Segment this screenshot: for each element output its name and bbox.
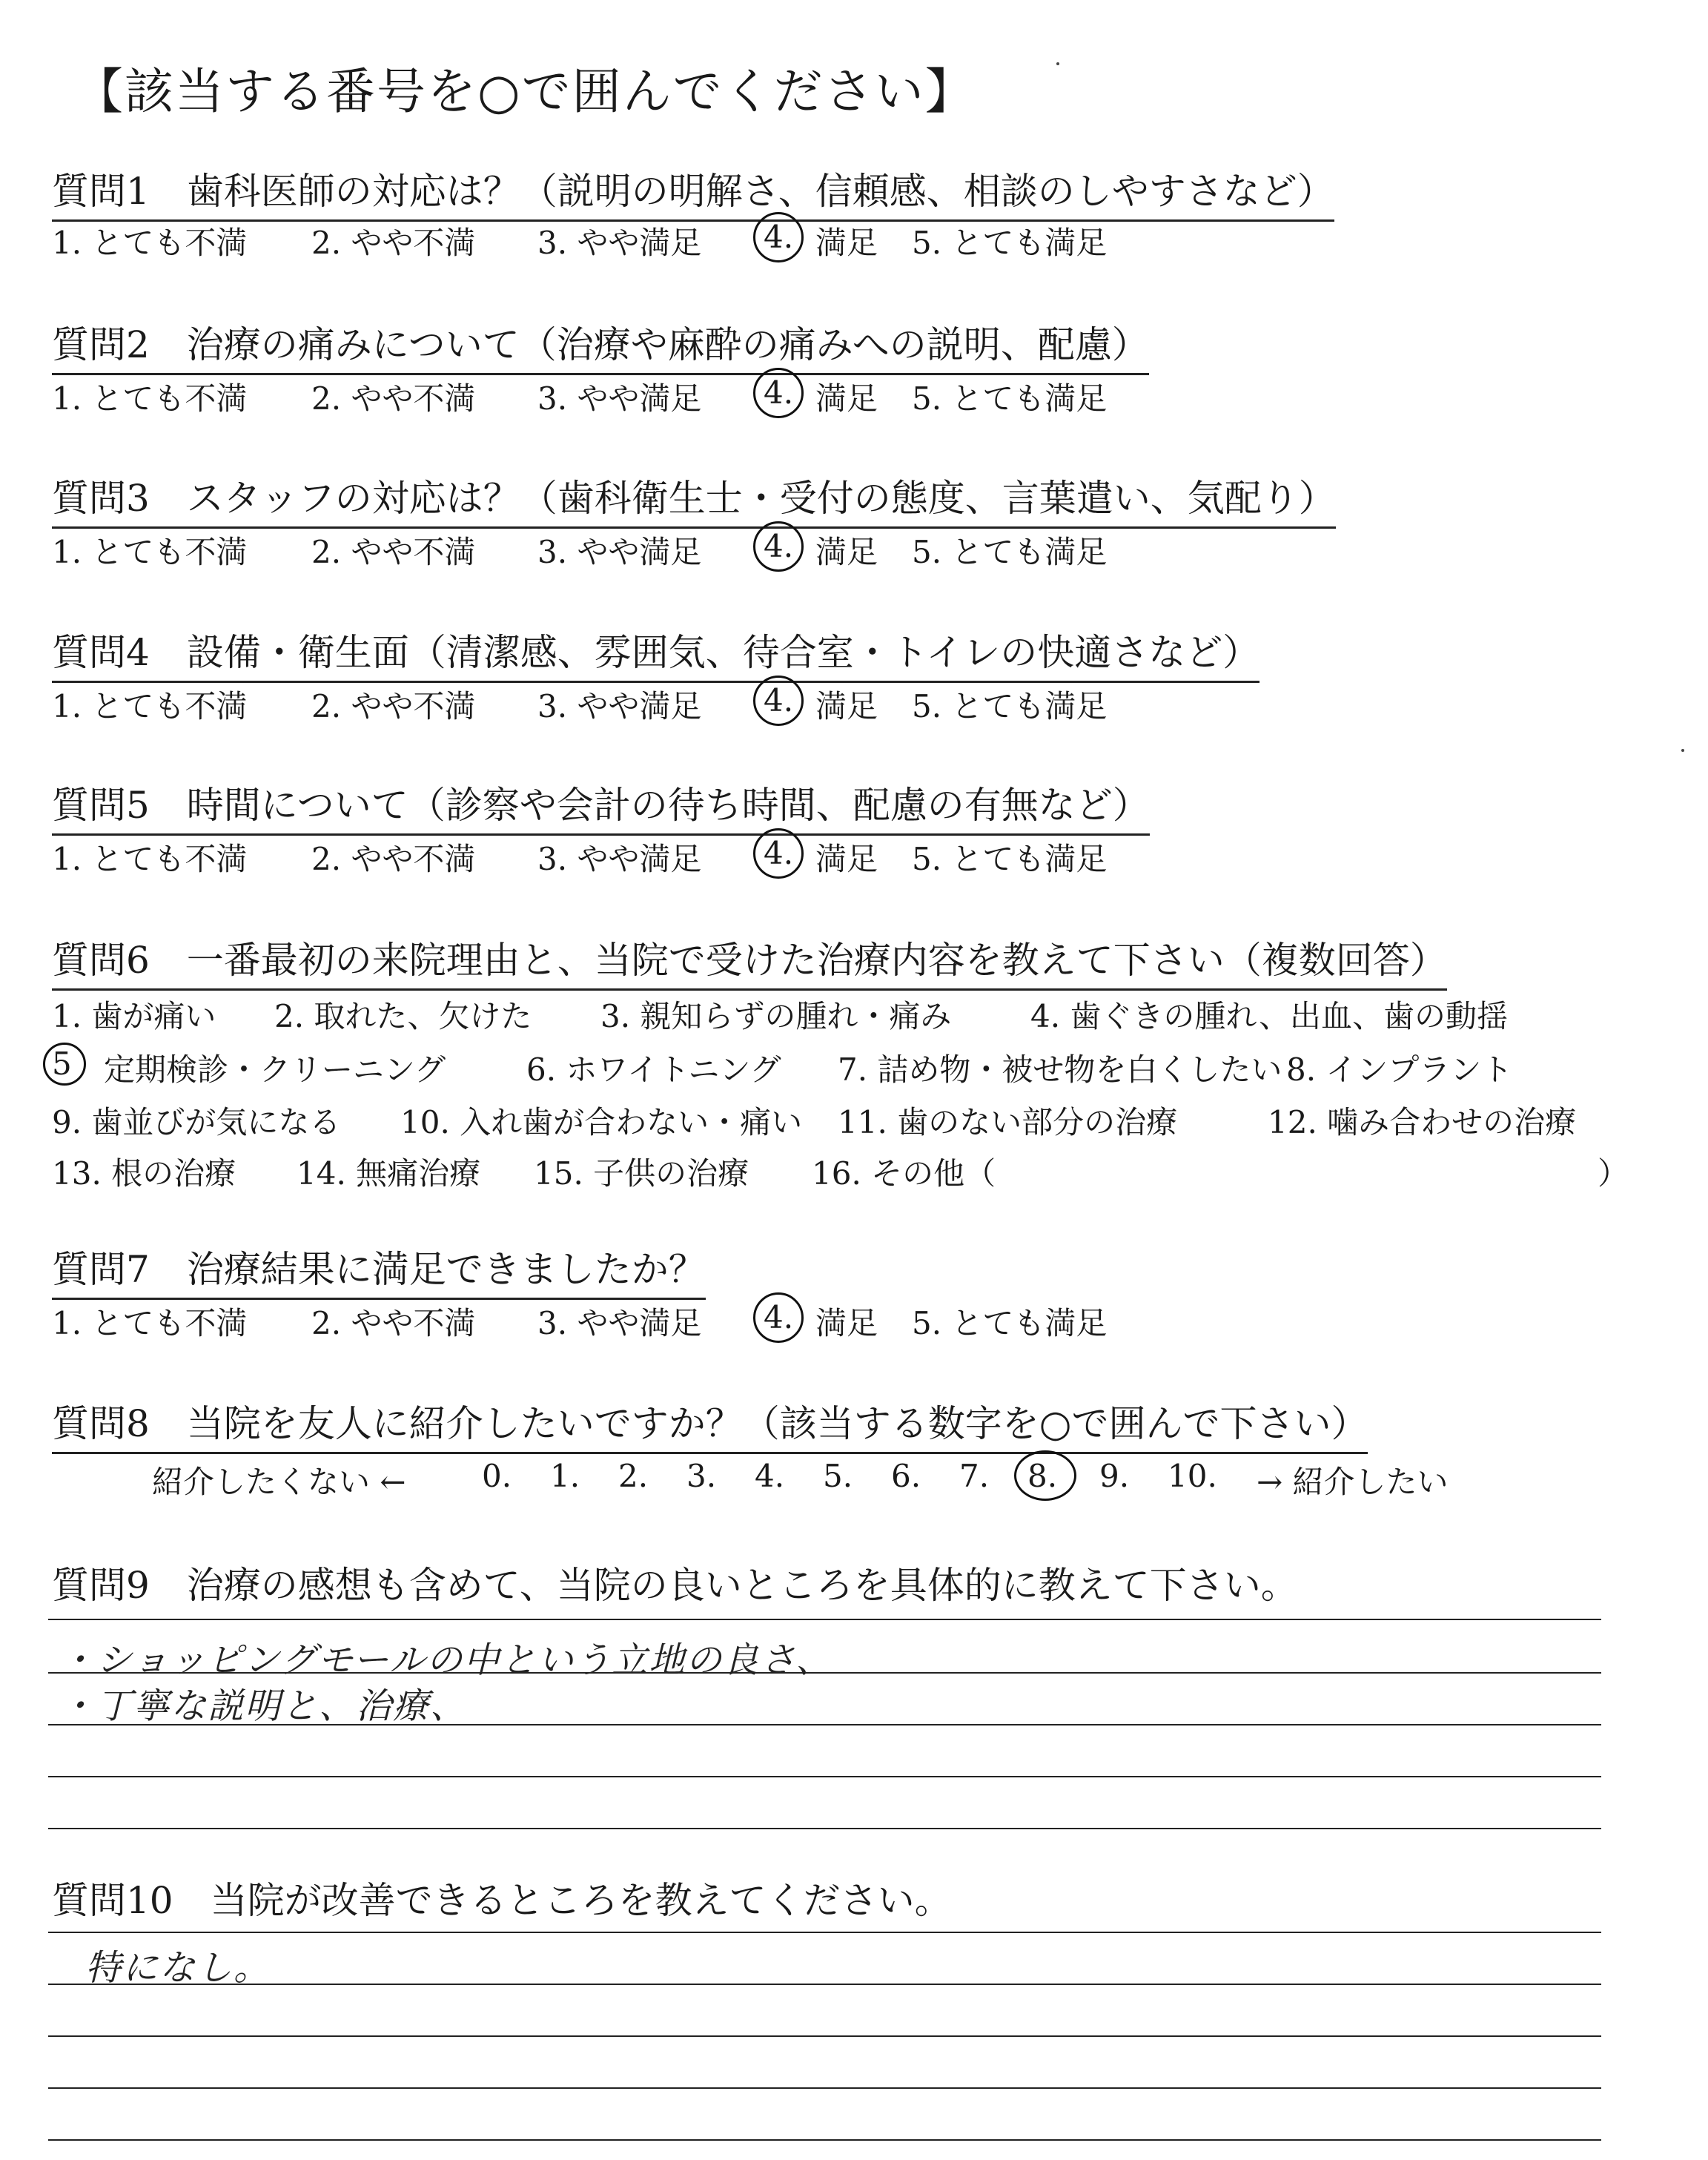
q7-option-4-label: 満足 bbox=[815, 1305, 878, 1341]
q5-option-2[interactable]: 2. やや不満 bbox=[311, 841, 476, 877]
selection-circle bbox=[753, 1292, 804, 1343]
q5-option-4-label: 満足 bbox=[815, 841, 878, 877]
q6-option-6[interactable]: 6. ホワイトニング bbox=[526, 1051, 781, 1088]
q4-option-2[interactable]: 2. やや不満 bbox=[311, 688, 476, 724]
selection-circle bbox=[1014, 1450, 1076, 1501]
q3-option-4[interactable]: 4. bbox=[764, 528, 793, 564]
q8-option-0[interactable]: 0. bbox=[482, 1458, 512, 1494]
q8-option-5[interactable]: 5. bbox=[823, 1458, 853, 1494]
q9-answer-2[interactable]: ・丁寧な説明と、治療、 bbox=[59, 1685, 468, 1727]
q5-option-4[interactable]: 4. bbox=[764, 835, 793, 871]
selection-circle bbox=[753, 368, 804, 418]
q1-option-5[interactable]: 5. とても満足 bbox=[912, 225, 1108, 261]
answer-line bbox=[48, 2035, 1601, 2037]
q1-option-3[interactable]: 3. やや満足 bbox=[537, 225, 702, 261]
q3-option-3[interactable]: 3. やや満足 bbox=[537, 534, 702, 570]
answer-line bbox=[48, 1776, 1601, 1777]
q1-option-2[interactable]: 2. やや不満 bbox=[311, 225, 476, 261]
q8-option-3[interactable]: 3. bbox=[686, 1458, 717, 1494]
q6-other-close: ） bbox=[1598, 1155, 1629, 1192]
q6-option-9[interactable]: 9. 歯並びが気になる bbox=[52, 1104, 341, 1140]
q8-option-4[interactable]: 4. bbox=[755, 1458, 785, 1494]
q2-option-4-label: 満足 bbox=[815, 380, 878, 417]
q5-option-5[interactable]: 5. とても満足 bbox=[912, 841, 1108, 877]
q3-option-2[interactable]: 2. やや不満 bbox=[311, 534, 476, 570]
q1-option-1[interactable]: 1. とても不満 bbox=[52, 225, 248, 261]
q6-option-3[interactable]: 3. 親知らずの腫れ・痛み bbox=[600, 998, 952, 1034]
q2-option-2[interactable]: 2. やや不満 bbox=[311, 380, 476, 417]
selection-circle bbox=[753, 521, 804, 572]
selection-circle bbox=[753, 676, 804, 726]
q8-option-1[interactable]: 1. bbox=[550, 1458, 580, 1494]
q8-right-label: → 紹介したい bbox=[1257, 1464, 1449, 1500]
q8-left-label: 紹介したくない ← bbox=[152, 1464, 406, 1500]
answer-line bbox=[48, 1724, 1601, 1725]
q2-option-1[interactable]: 1. とても不満 bbox=[52, 380, 248, 417]
q8-option-6[interactable]: 6. bbox=[891, 1458, 921, 1494]
q6-option-14[interactable]: 14. 無痛治療 bbox=[297, 1155, 481, 1192]
q7-option-2[interactable]: 2. やや不満 bbox=[311, 1305, 476, 1341]
answer-line bbox=[48, 1619, 1601, 1620]
question-10-title: 質問10 当院が改善できるところを教えてください。 bbox=[52, 1879, 952, 1922]
question-2-title: 質問2 治療の痛みについて（治療や麻酔の痛みへの説明、配慮） bbox=[52, 315, 1149, 375]
q8-option-7[interactable]: 7. bbox=[959, 1458, 990, 1494]
question-5-title: 質問5 時間について（診察や会計の待ち時間、配慮の有無など） bbox=[52, 776, 1150, 836]
q8-option-10[interactable]: 10. bbox=[1168, 1458, 1217, 1494]
question-4-title: 質問4 設備・衛生面（清潔感、雰囲気、待合室・トイレの快適さなど） bbox=[52, 623, 1260, 683]
speck bbox=[1681, 749, 1684, 752]
page-title: 【該当する番号を○で囲んでください】 bbox=[74, 63, 976, 120]
q6-option-1[interactable]: 1. 歯が痛い bbox=[52, 998, 216, 1034]
q2-option-5[interactable]: 5. とても満足 bbox=[912, 380, 1108, 417]
q6-option-7[interactable]: 7. 詰め物・被せ物を白くしたい bbox=[838, 1051, 1282, 1088]
selection-circle bbox=[753, 212, 804, 262]
q6-option-13[interactable]: 13. 根の治療 bbox=[52, 1155, 236, 1192]
q8-option-2[interactable]: 2. bbox=[618, 1458, 649, 1494]
q6-option-16[interactable]: 16. その他（ bbox=[812, 1155, 996, 1192]
answer-line bbox=[48, 2087, 1601, 2089]
q6-option-5[interactable]: 5 bbox=[52, 1046, 72, 1082]
question-1-title: 質問1 歯科医師の対応は？（説明の明解さ、信頼感、相談のしやすさなど） bbox=[52, 162, 1334, 222]
q5-option-1[interactable]: 1. とても不満 bbox=[52, 841, 248, 877]
q3-option-5[interactable]: 5. とても満足 bbox=[912, 534, 1108, 570]
question-9-title: 質問9 治療の感想も含めて、当院の良いところを具体的に教えて下さい。 bbox=[52, 1564, 1298, 1607]
q3-option-1[interactable]: 1. とても不満 bbox=[52, 534, 248, 570]
question-7-title: 質問7 治療結果に満足できましたか？ bbox=[52, 1240, 706, 1300]
q1-option-4[interactable]: 4. bbox=[764, 219, 793, 255]
q4-option-3[interactable]: 3. やや満足 bbox=[537, 688, 702, 724]
answer-line bbox=[48, 1932, 1601, 1933]
q6-option-10[interactable]: 10. 入れ歯が合わない・痛い bbox=[400, 1104, 803, 1140]
q6-option-11[interactable]: 11. 歯のない部分の治療 bbox=[838, 1104, 1178, 1140]
q4-option-4[interactable]: 4. bbox=[764, 682, 793, 719]
answer-line bbox=[48, 1828, 1601, 1829]
q7-option-3[interactable]: 3. やや満足 bbox=[537, 1305, 702, 1341]
speck bbox=[1056, 62, 1059, 65]
q3-option-4-label: 満足 bbox=[815, 534, 878, 570]
question-8-title: 質問8 当院を友人に紹介したいですか？（該当する数字を○で囲んで下さい） bbox=[52, 1394, 1368, 1454]
q1-option-4-label: 満足 bbox=[815, 225, 878, 261]
selection-circle bbox=[753, 828, 804, 879]
q4-option-1[interactable]: 1. とても不満 bbox=[52, 688, 248, 724]
q7-option-1[interactable]: 1. とても不満 bbox=[52, 1305, 248, 1341]
q8-option-8[interactable]: 8. bbox=[1027, 1458, 1057, 1494]
answer-line bbox=[48, 1672, 1601, 1674]
q4-option-4-label: 満足 bbox=[815, 688, 878, 724]
q6-option-15[interactable]: 15. 子供の治療 bbox=[534, 1155, 749, 1192]
q4-option-5[interactable]: 5. とても満足 bbox=[912, 688, 1108, 724]
q10-answer-1[interactable]: 特になし。 bbox=[85, 1947, 271, 1989]
answer-line bbox=[48, 1984, 1601, 1985]
question-3-title: 質問3 スタッフの対応は？（歯科衛生士・受付の態度、言葉遣い、気配り） bbox=[52, 469, 1336, 529]
selection-circle bbox=[43, 1043, 86, 1086]
q2-option-4[interactable]: 4. bbox=[764, 374, 793, 411]
q7-option-5[interactable]: 5. とても満足 bbox=[912, 1305, 1108, 1341]
answer-line bbox=[48, 2139, 1601, 2141]
q6-option-4[interactable]: 4. 歯ぐきの腫れ、出血、歯の動揺 bbox=[1030, 998, 1508, 1034]
q9-answer-1[interactable]: ・ショッピングモールの中という立地の良さ、 bbox=[59, 1639, 833, 1681]
q7-option-4[interactable]: 4. bbox=[764, 1299, 793, 1335]
q6-option-8[interactable]: 8. インプラント bbox=[1286, 1051, 1513, 1088]
q6-option-2[interactable]: 2. 取れた、欠けた bbox=[274, 998, 532, 1034]
q2-option-3[interactable]: 3. やや満足 bbox=[537, 380, 702, 417]
q6-option-12[interactable]: 12. 噛み合わせの治療 bbox=[1268, 1104, 1577, 1140]
q5-option-3[interactable]: 3. やや満足 bbox=[537, 841, 702, 877]
q8-option-9[interactable]: 9. bbox=[1099, 1458, 1130, 1494]
q6-option-5-label: 定期検診・クリーニング bbox=[104, 1051, 446, 1088]
question-6-title: 質問6 一番最初の来院理由と、当院で受けた治療内容を教えて下さい（複数回答） bbox=[52, 931, 1447, 991]
